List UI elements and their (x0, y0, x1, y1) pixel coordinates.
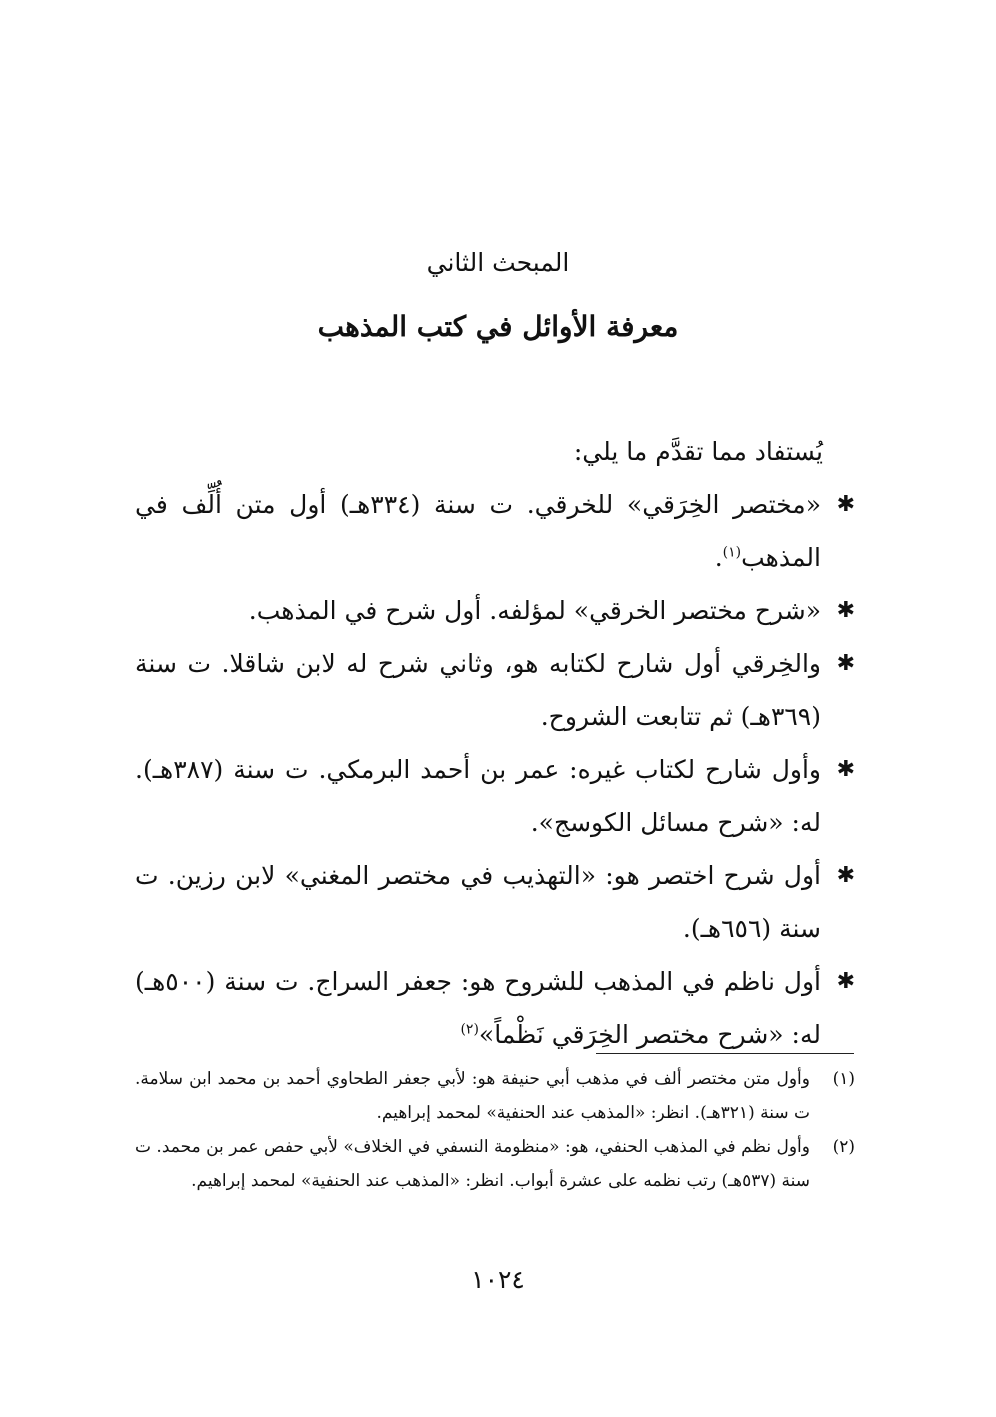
item-text: أول شرح اختصر هو: «التهذيب في مختصر المغني» لابن رزين. ت سنة (٦٥٦هـ). (135, 861, 821, 943)
footnote-ref: (١) (722, 544, 742, 561)
footnote-text: وأول نظم في المذهب الحنفي، هو: «منظومة النسفي في الخلاف» لأبي حفص عمر بن محمد. ت سنة (٥٣٧هـ) رتب نظمه على عشرة أبواب. انظر: «المذهب عند الحنفية» لمحمد إبراهيم. (135, 1137, 810, 1191)
asterisk-bullet-icon: ✱ (836, 969, 855, 994)
footnotes (135, 1062, 855, 1198)
page-number: ١٠٢٤ (471, 1265, 525, 1294)
item-text: والخِرقي أول شارح لكتابه هو، وثاني شرح له لابن شاقلا. ت سنة (٣٦٩هـ) ثم تتابعت الشروح. (135, 649, 821, 731)
list-item (135, 743, 855, 849)
asterisk-bullet-icon: ✱ (836, 598, 855, 623)
footnote-separator (596, 1053, 854, 1054)
item-text: «مختصر الخِرَقي» للخرقي. ت سنة (٣٣٤هـ) أول متن أُلِّف في المذهب (135, 490, 821, 572)
intro-line: يُستفاد مما تقدَّم ما يلي: (573, 437, 823, 466)
list-item (135, 849, 855, 955)
footnote-number: (١) (832, 1069, 855, 1089)
asterisk-bullet-icon: ✱ (836, 651, 855, 676)
footnote-ref: (٢) (460, 1021, 479, 1038)
item-tail: . (714, 543, 723, 572)
list-item (135, 584, 855, 637)
list-item (135, 478, 855, 584)
section-label: المبحث الثاني (426, 248, 570, 277)
section-title: معرفة الأوائل في كتب المذهب (317, 310, 679, 343)
footnote-text: وأول متن مختصر ألف في مذهب أبي حنيفة هو: لأبي جعفر الطحاوي أحمد بن محمد ابن سلامة. ت سنة (٣٢١هـ). انظر: «المذهب عند الحنفية» لمحمد إبراهيم. (135, 1069, 810, 1123)
item-text: وأول شارح لكتاب غيره: عمر بن أحمد البرمكي. ت سنة (٣٨٧هـ). له: «شرح مسائل الكوسج». (135, 755, 821, 837)
footnote (135, 1130, 855, 1198)
list-item (135, 637, 855, 743)
footnote (135, 1062, 855, 1130)
item-text: «شرح مختصر الخرقي» لمؤلفه. أول شرح في المذهب. (248, 596, 821, 625)
footnote-number: (٢) (832, 1137, 855, 1157)
asterisk-bullet-icon: ✱ (836, 863, 855, 888)
main-text (135, 425, 855, 1061)
asterisk-bullet-icon: ✱ (836, 492, 855, 517)
list-item (135, 955, 855, 1061)
item-text: أول ناظم في المذهب للشروح هو: جعفر السراج. ت سنة (٥٠٠هـ) له: «شرح مختصر الخِرَقي نَظْماً» (135, 967, 821, 1049)
asterisk-bullet-icon: ✱ (836, 757, 855, 782)
